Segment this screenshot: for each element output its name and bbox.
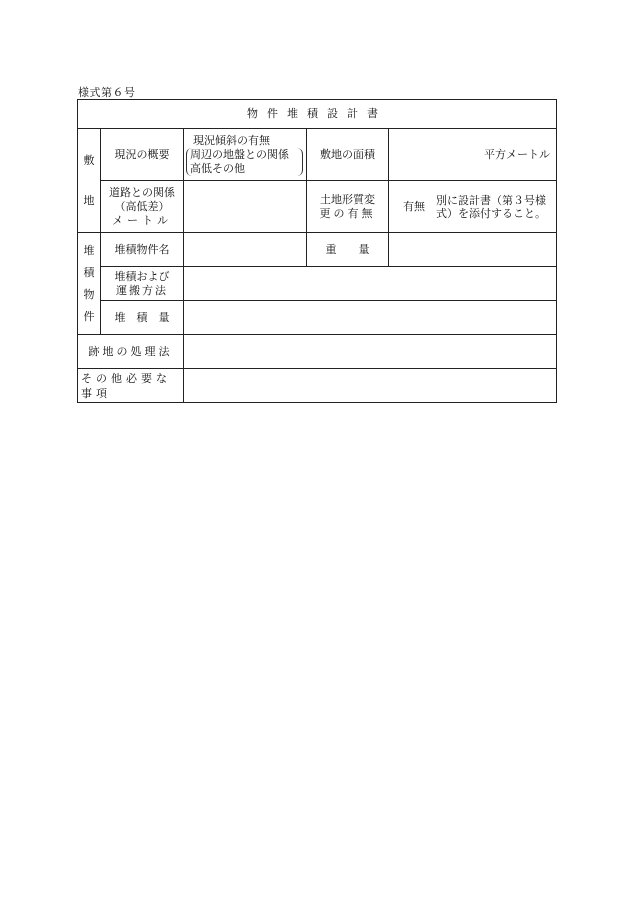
road-relation-line-1: 道路との関係	[109, 185, 175, 199]
aftercare-label: 跡地の処理法	[78, 335, 184, 369]
volume-label: 堆 積 量	[101, 301, 184, 335]
slope-line-2: 周辺の地盤との関係	[190, 147, 289, 161]
site-group-char-2: 地	[83, 193, 95, 207]
volume-value	[184, 301, 557, 335]
item-name-value	[184, 233, 307, 267]
slope-bracket	[186, 148, 303, 176]
road-relation-line-3: メートル	[112, 213, 172, 227]
site-group-label	[78, 129, 101, 233]
other-value	[184, 369, 557, 403]
deposit-group-char-3: 物	[83, 287, 95, 301]
land-change-line-2: 更の有無	[319, 206, 376, 220]
road-relation-line-2: （高低差）	[114, 199, 170, 213]
site-group-char-1: 敷	[83, 153, 95, 167]
method-line-2: 運搬方法	[116, 283, 168, 297]
form-number: 様式第６号	[78, 86, 136, 99]
current-overview-label: 現況の概要	[101, 129, 184, 181]
deposit-group-label	[78, 233, 101, 335]
method-value	[184, 267, 557, 301]
method-line-1: 堆積および	[114, 269, 170, 283]
deposit-design-form	[77, 99, 557, 403]
road-relation-value	[184, 181, 307, 233]
other-label: その他必要な事項	[78, 369, 184, 403]
land-change-line-1: 土地形質変	[320, 192, 375, 206]
land-change-value: 有無	[403, 199, 425, 213]
land-change-value-cell	[389, 181, 557, 233]
form-title: 物件堆積設計書	[78, 100, 557, 129]
site-area-value: 平方メートル	[389, 129, 557, 181]
site-area-label: 敷地の面積	[307, 129, 389, 181]
deposit-group-char-4: 件	[83, 309, 95, 323]
weight-value	[389, 233, 557, 267]
aftercare-value	[184, 335, 557, 369]
slope-line-1: 現況傾斜の有無	[193, 133, 270, 147]
slope-line-3: 高低その他	[190, 161, 245, 175]
method-label	[101, 267, 184, 301]
deposit-group-char-2: 積	[83, 265, 95, 279]
road-relation-label	[101, 181, 184, 233]
land-change-label	[307, 181, 389, 233]
deposit-group-char-1: 堆	[83, 243, 95, 257]
weight-label: 重 量	[307, 233, 389, 267]
item-name-label: 堆積物件名	[101, 233, 184, 267]
slope-relation-cell	[184, 129, 307, 181]
land-change-note: 別に設計書（第３号様式）を添付すること。	[436, 193, 546, 220]
